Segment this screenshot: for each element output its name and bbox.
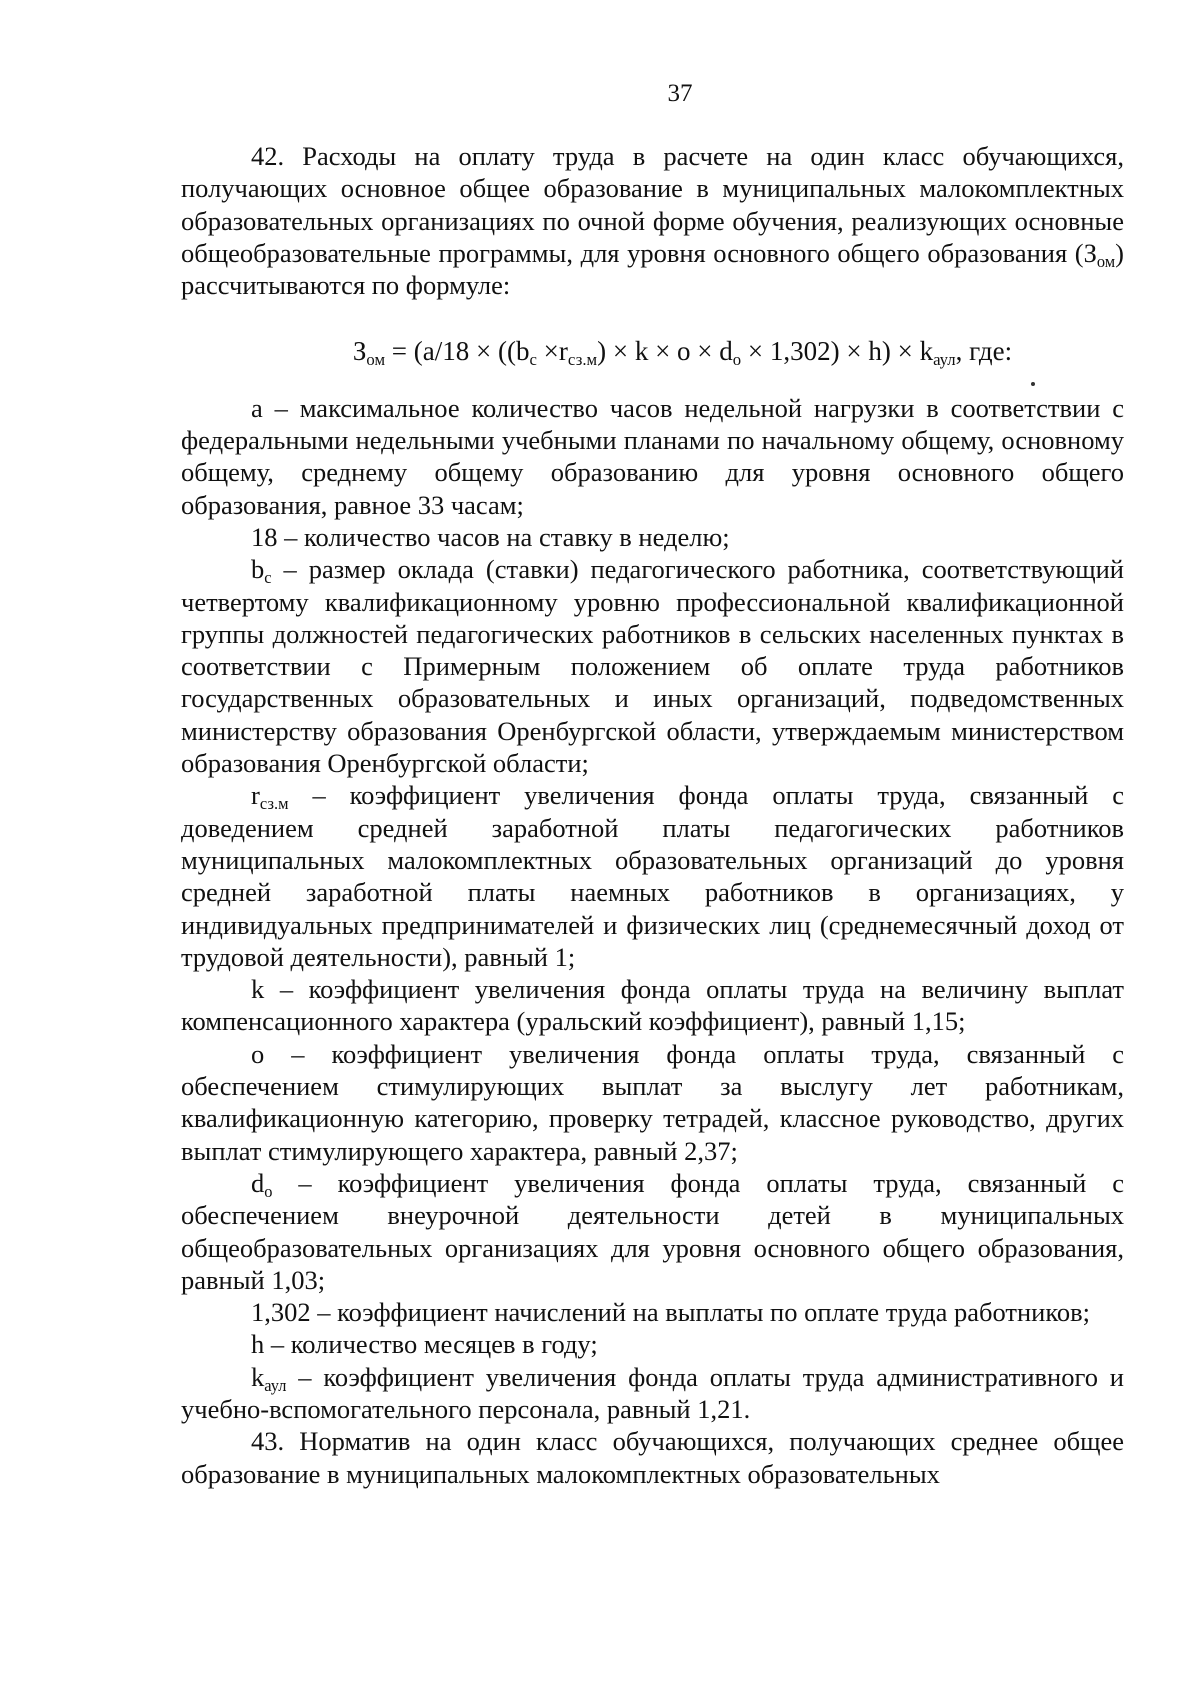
- definition-d: $d_o$ – коэффициент увеличения фонда оплаты труда, связанный с обеспечением внеурочной деятельности детей в муниципальных общеобразовательных организациях для уровня основного общего образования, равный 1,03;: [181, 1167, 1124, 1295]
- paragraph-43: 43. Норматив на один класс обучающихся, получающих среднее общее образование в муниципальных малокомплектных образовательных: [181, 1426, 1124, 1489]
- document-body: [181, 140, 1124, 1490]
- formula: $З_{ом} = (a/18 \times ((b_с \times r_{сз.м}) \times k \times o \times d_o \times 1,302) \times h) \times k_{аул}$, где:: [352, 336, 1013, 370]
- paragraph-42: 42. Расходы на оплату труда в расчете на один класс обучающихся, получающих основное общее образование в муниципальных малокомплектных образовательных организациях по очной форме обучения, реализующих основные общеобразовательные программы, для уровня основного общего образования $(З_{ом})$ рассчитываются по формуле:: [181, 141, 1124, 301]
- definition-h: h – количество месяцев в году;: [251, 1329, 598, 1360]
- definition-bc: $b_с$ – размер оклада (ставки) педагогического работника, соответствующий четвертому квалификационному уровню профессиональной квалификационной группы должностей педагогических работников в сельских населенных пунктах в соответствии с Примерным положением об оплате труда работников государственных образовательных и иных организаций, подведомственных министерству образования Оренбургской области, утверждаемым министерством образования Оренбургской области;: [181, 554, 1124, 779]
- definition-k: k – коэффициент увеличения фонда оплаты труда на величину выплат компенсационного характера (уральский коэффициент), равный 1,15;: [181, 974, 1124, 1037]
- definition-18: 18 – количество часов на ставку в неделю;: [251, 521, 730, 552]
- definition-r: $r_{сз.м}$ – коэффициент увеличения фонда оплаты труда, связанный с доведением средней заработной платы педагогических работников муниципальных малокомплектных образовательных организаций до уровня средней заработной платы наемных работников в организациях, у индивидуальных предпринимателей и физических лиц (среднемесячный доход от трудовой деятельности), равный 1;: [181, 780, 1124, 972]
- definition-a: а – максимальное количество часов недельной нагрузки в соответствии с федеральными недельными учебными планами по начальному общему, основному общему, среднему общему образованию для уровня основного общего образования, равное 33 часам;: [181, 392, 1124, 520]
- definition-1302: 1,302 – коэффициент начислений на выплаты по оплате труда работников;: [251, 1297, 1091, 1328]
- definition-kaup: $k_{аул}$ – коэффициент увеличения фонда оплаты труда административного и учебно-вспомогательного персонала, равный 1,21.: [181, 1361, 1124, 1424]
- definition-o: o – коэффициент увеличения фонда оплаты труда, связанный с обеспечением стимулирующих выплат за выслугу лет работникам, квалификационную категорию, проверку тетрадей, классное руководство, других выплат стимулирующего характера, равный 2,37;: [181, 1038, 1124, 1166]
- page-number: 37: [667, 80, 693, 107]
